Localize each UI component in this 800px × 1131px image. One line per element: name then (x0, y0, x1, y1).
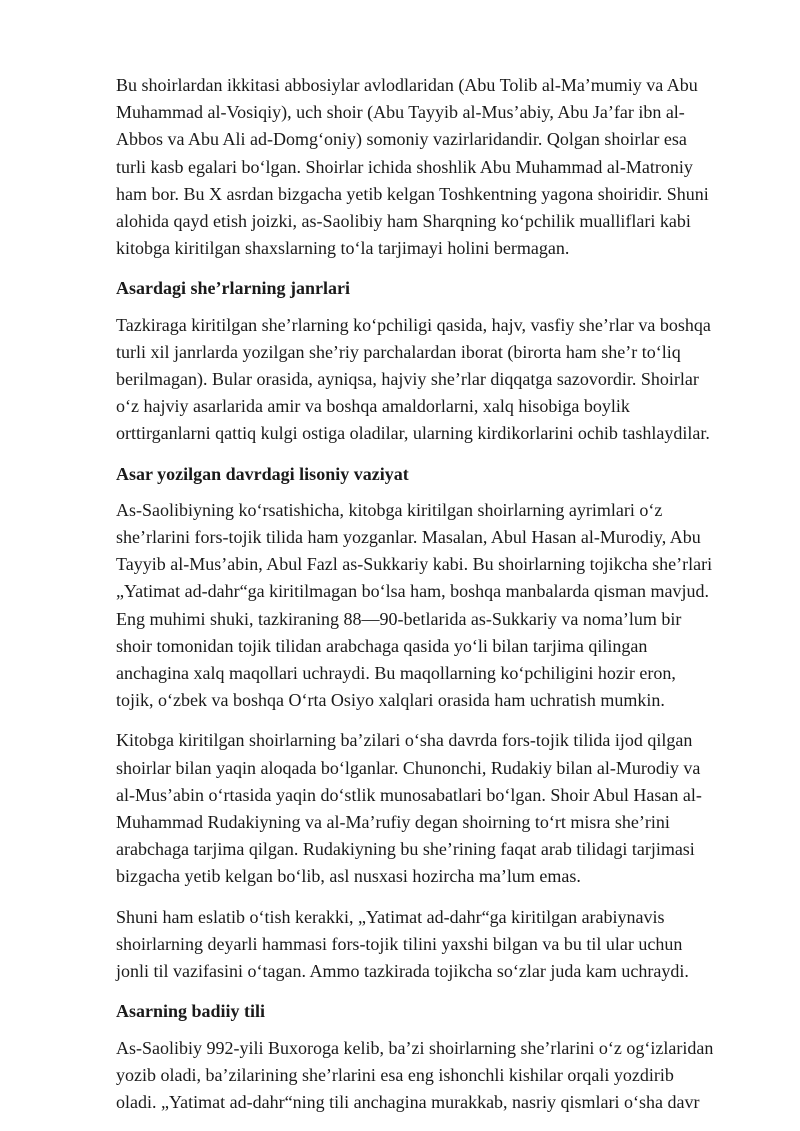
text-line: „Yatimat ad-dahr“ga kiritilmagan bo‘lsa ham, boshqa manbalarda qisman mavjud. (116, 581, 710, 602)
text-line: jonli til vazifasini o‘tagan. Ammo tazkirada tojikcha so‘zlar juda kam uchraydi. (116, 961, 689, 982)
text-line: Asardagi she’rlarning janrlari (116, 278, 350, 299)
text-line: yozib oladi, ba’zilarining she’rlarini esa eng ishonchli kishilar orqali yozdirib (116, 1064, 674, 1085)
text-line: orttirganlarni qattiq kulgi ostiga oladilar, ularning kirdikorlarini ochib tashlaydilar. (116, 423, 710, 444)
text-line: Muhammad al-Vosiqiy), uch shoir (Abu Tayyib al-Mus’abiy, Abu Ja’far ibn al- (116, 102, 685, 123)
text-line: As-Saolibiy 992-yili Buxoroga kelib, ba’zi shoirlarning she’rlarini o‘z og‘izlaridan (116, 1037, 714, 1058)
text-line: Abbos va Abu Ali ad-Domg‘oniy) somoniy vazirlaridandir. Qolgan shoirlar esa (116, 129, 687, 150)
text-line: shoirlar bilan yaqin aloqada bo‘lganlar. Chunonchi, Rudakiy bilan al-Murodiy va (116, 757, 701, 778)
text-line: she’rlarini fors-tojik tilida ham yozganlar. Masalan, Abul Hasan al-Murodiy, Abu (116, 527, 701, 548)
text-line: oladi. „Yatimat ad-dahr“ning tili anchagina murakkab, nasriy qismlari o‘sha davr (116, 1091, 700, 1112)
body-paragraph (116, 312, 742, 448)
text-line: shoirlarning deyarli hammasi fors-tojik tilini yaxshi bilgan va bu til ular uchun (116, 933, 683, 954)
section-heading (116, 275, 742, 302)
text-line: Bu shoirlardan ikkitasi abbosiylar avlodlaridan (Abu Tolib al-Ma’mumiy va Abu (116, 75, 698, 95)
text-line: arabchaga tarjima qilgan. Rudakiyning bu she’rining faqat arab tilidagi tarjimasi (116, 839, 695, 860)
text-line: Eng muhimi shuki, tazkiraning 88—90-betlarida as-Sukkariy va noma’lum bir (116, 608, 682, 629)
body-paragraph (116, 72, 742, 262)
text-line: shoir tomonidan tojik tilidan arabchaga qasida yo‘li bilan tarjima qilingan (116, 635, 648, 656)
text-line: Asar yozilgan davrdagi lisoniy vaziyat (116, 463, 409, 484)
text-line: berilmagan). Bular orasida, ayniqsa, hajviy she’rlar diqqatga sazovordir. Shoirlar (116, 369, 699, 390)
text-line: Tazkiraga kiritilgan she’rlarning ko‘pchiligi qasida, hajv, vasfiy she’rlar va boshqa (116, 314, 711, 335)
text-line: turli xil janrlarda yozilgan she’riy parchalardan iborat (birorta ham she’r to‘liq (116, 341, 681, 362)
text-line: turli kasb egalari bo‘lgan. Shoirlar ichida shoshlik Abu Muhammad al-Matroniy (116, 156, 693, 177)
body-paragraph (116, 904, 742, 986)
text-line: Kitobga kiritilgan shoirlarning ba’zilari o‘sha davrda fors-tojik tilida ijod qilgan (116, 730, 693, 751)
document-page (116, 72, 742, 1129)
section-heading (116, 998, 742, 1025)
text-line: bizgacha yetib kelgan bo‘lib, asl nusxasi hozircha ma’lum emas. (116, 866, 581, 887)
text-line: Asarning badiiy tili (116, 1001, 266, 1022)
text-line: alohida qayd etish joizki, as-Saolibiy ham Sharqning ko‘pchilik mualliflari kabi (116, 211, 691, 232)
text-line: o‘z hajviy asarlarida amir va boshqa amaldorlarni, xalq hisobiga boylik (116, 396, 630, 417)
text-line: As-Saolibiyning ko‘rsatishicha, kitobga kiritilgan shoirlarning ayrimlari o‘z (116, 499, 663, 520)
text-line: kitobga kiritilgan shaxslarning to‘la tarjimayi holini bermagan. (116, 238, 570, 259)
text-line: Muhammad Rudakiyning va al-Ma’rufiy degan shoirning to‘rt misra she’rini (116, 812, 670, 833)
body-paragraph (116, 727, 742, 890)
body-paragraph (116, 1035, 742, 1117)
section-heading (116, 461, 742, 488)
text-line: Shuni ham eslatib o‘tish kerakki, „Yatimat ad-dahr“ga kiritilgan arabiynavis (116, 906, 665, 927)
text-line: anchagina xalq maqollari uchraydi. Bu maqollarning ko‘pchiligini hozir eron, (116, 663, 676, 684)
text-line: tojik, o‘zbek va boshqa O‘rta Osiyo xalqlari orasida ham uchratish mumkin. (116, 690, 665, 711)
body-paragraph (116, 497, 742, 715)
text-line: ham bor. Bu X asrdan bizgacha yetib kelgan Toshkentning yagona shoiridir. Shuni (116, 183, 709, 204)
text-line: al-Mus’abin o‘rtasida yaqin do‘stlik munosabatlari bo‘lgan. Shoir Abul Hasan al- (116, 784, 702, 805)
text-line: Tayyib al-Mus’abin, Abul Fazl as-Sukkariy kabi. Bu shoirlarning tojikcha she’rlari (116, 554, 713, 575)
